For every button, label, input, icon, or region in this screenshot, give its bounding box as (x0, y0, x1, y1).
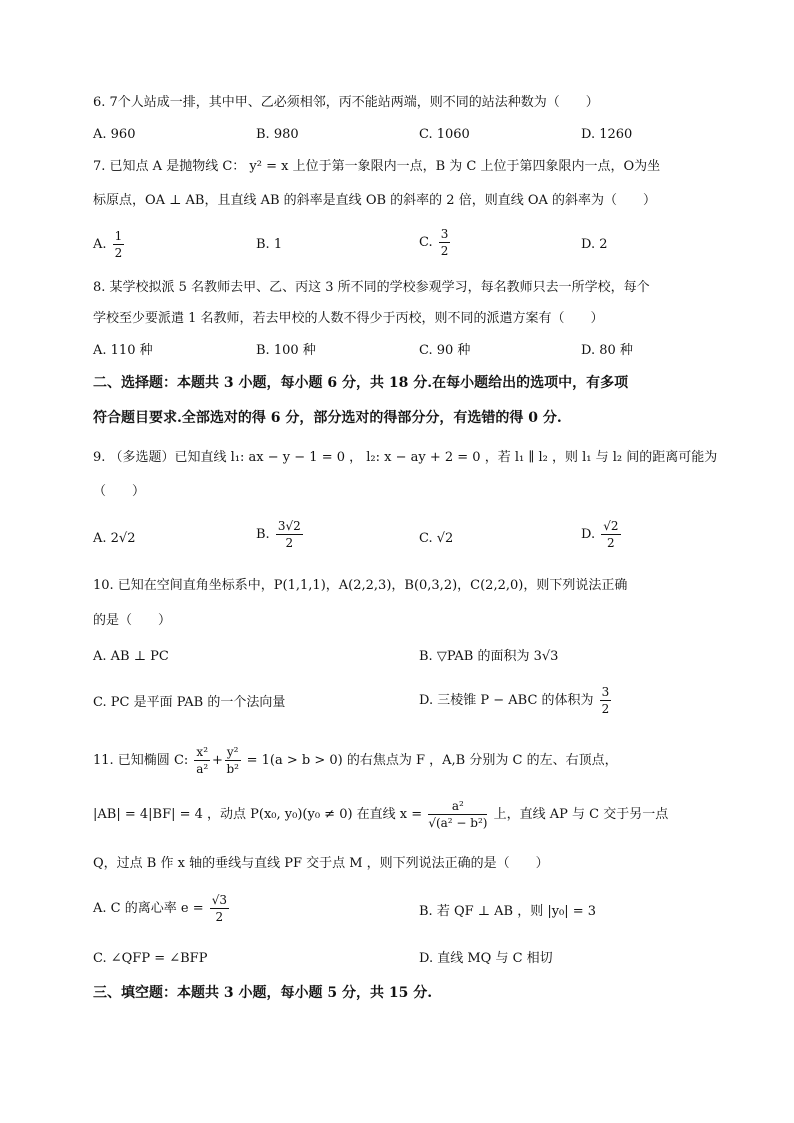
q8-stem-line1: 8. 某学校拟派 5 名教师去甲、乙、丙这 3 所不同的学校参观学习，每名教师只去一所学校，每个 (93, 280, 650, 295)
q8-option-b: B. 100 种 (256, 343, 316, 358)
q7-option-a-denominator: 2 (114, 246, 123, 260)
q11-y-numerator: y² (226, 745, 239, 759)
section-2-heading-line1: 二、选择题：本题共 3 小题，每小题 6 分，共 18 分.在每小题给出的选项中，有多项 (93, 375, 629, 391)
q7-option-d: D. 2 (581, 237, 608, 252)
q8-option-d: D. 80 种 (581, 343, 633, 358)
q6-option-a: A. 960 (93, 127, 136, 142)
q11-line-x-fraction (428, 798, 487, 831)
q10-option-d-denominator: 2 (601, 702, 610, 716)
q10-stem-line2: 的是（ ） (93, 613, 172, 628)
q10-option-d-text: D. 三棱锥 P − ABC 的体积为 (419, 693, 594, 708)
q6-option-d: D. 1260 (581, 127, 633, 142)
q9-option-b-fraction (276, 518, 303, 551)
q9-option-d-numerator: √2 (603, 519, 619, 533)
q11-stem-line3: Q，过点 B 作 x 轴的垂线与直线 PF 交于点 M ，则下列说法正确的是（ ） (93, 856, 549, 871)
q6-stem: 6. 7个人站成一排，其中甲、乙必须相邻，丙不能站两端，则不同的站法种数为（ ） (93, 95, 599, 110)
q7-option-c-fraction (439, 226, 451, 259)
q11-option-a (93, 892, 231, 925)
q11-option-b: B. 若 QF ⊥ AB ，则 |y₀| = 3 (419, 904, 597, 919)
q11-stem-line1: 11. 已知椭圆 C: $\frac{\text{x²}}{\text{a²}}$ + $\frac{\text{y²}}{\text{b²}}$ = 1(a > b > 0) 的右焦点为 F ，A,B 分别为 C 的左、右顶点， (93, 745, 618, 776)
q11-x-denominator: a² (196, 762, 209, 776)
q7-option-c (419, 226, 452, 259)
q8-option-c: C. 90 种 (419, 343, 471, 358)
q11-line2-suffix: 上，直线 AP 与 C 交于另一点 (493, 807, 669, 822)
q11-line1-prefix: 11. 已知椭圆 C: (93, 753, 189, 768)
q10-stem-line1: 10. 已知在空间直角坐标系中，P(1,1,1)，A(2,2,3)，B(0,3,2)，C(2,2,0)，则下列说法正确 (93, 578, 628, 593)
q11-line1-suffix: = 1(a > b > 0) 的右焦点为 F ，A,B 分别为 C 的左、右顶点， (246, 753, 618, 768)
q9-option-a: A. 2√2 (93, 531, 136, 546)
q11-option-a-numerator: √3 (211, 893, 228, 907)
q11-option-d: D. 直线 MQ 与 C 相切 (419, 951, 553, 966)
q9-option-d-fraction (601, 518, 620, 551)
q11-option-a-denominator: 2 (215, 910, 224, 924)
q9-option-b (256, 518, 305, 551)
q11-option-a-text: A. C 的离心率 e = (93, 901, 204, 916)
section-2-heading-line2: 符合题目要求.全部选对的得 6 分，部分选对的得部分分，有选错的得 0 分. (93, 410, 562, 426)
q7-option-b: B. 1 (256, 237, 283, 252)
q9-option-d-denominator: 2 (607, 536, 615, 550)
q11-x-fraction (194, 744, 210, 777)
q8-stem-line2: 学校至少要派遣 1 名教师，若去甲校的人数不得少于丙校，则不同的派遣方案有（ ） (93, 311, 604, 326)
q6-option-b: B. 980 (256, 127, 299, 142)
q10-option-c: C. PC 是平面 PAB 的一个法向量 (93, 695, 286, 710)
q11-option-c: C. ∠QFP = ∠BFP (93, 951, 208, 966)
q11-line-x-numerator: a² (428, 798, 487, 815)
q9-option-d-label: D. (581, 527, 596, 542)
q11-stem-line2 (93, 798, 668, 831)
q7-stem-line1: 7. 已知点 A 是抛物线 C： y² = x 上位于第一象限内一点，B 为 C 上位于第四象限内一点，O为坐 (93, 159, 661, 174)
q7-option-c-numerator: 3 (440, 227, 449, 241)
section-3-heading: 三、填空题：本题共 3 小题，每小题 5 分，共 15 分. (93, 985, 433, 1001)
q11-line-x-denominator: √(a² − b²) (428, 816, 488, 830)
q7-option-a (93, 228, 126, 261)
q8-option-a: A. 110 种 (93, 343, 153, 358)
q11-y-fraction (225, 744, 241, 777)
q9-option-b-denominator: 2 (285, 536, 294, 550)
q9-option-c: C. √2 (419, 531, 454, 546)
q11-x-numerator: x² (196, 745, 208, 759)
q7-option-a-numerator: 1 (114, 229, 123, 243)
q10-option-b: B. ▽PAB 的面积为 3√3 (419, 649, 559, 664)
q10-option-d-fraction (600, 684, 612, 717)
q9-option-b-numerator: 3√2 (277, 519, 301, 533)
q7-option-a-label: A. (93, 237, 107, 252)
q6-option-c: C. 1060 (419, 127, 470, 142)
q11-option-a-fraction (210, 892, 229, 925)
q9-option-d (581, 518, 623, 551)
q9-stem-line2: （ ） (93, 484, 146, 499)
q7-option-c-label: C. (419, 235, 433, 250)
q7-option-c-denominator: 2 (440, 244, 449, 258)
q10-option-d (419, 684, 613, 717)
q7-stem-line2: 标原点，OA ⊥ AB，且直线 AB 的斜率是直线 OB 的斜率的 2 倍，则直线 OA 的斜率为（ ） (93, 193, 657, 208)
q10-option-a: A. AB ⊥ PC (93, 649, 169, 664)
q7-option-a-fraction (113, 228, 125, 261)
q9-stem-line1: 9. （多选题）已知直线 l₁: ax − y − 1 = 0 ， l₂: x − ay + 2 = 0 ，若 l₁ ∥ l₂ ，则 l₁ 与 l₂ 间的距离可能为 (93, 450, 718, 465)
q9-option-b-label: B. (256, 527, 270, 542)
q11-line2-prefix: |AB| = 4|BF| = 4 ，动点 P(x₀, y₀)(y₀ ≠ 0) 在直线 x = (93, 807, 423, 822)
q11-y-denominator: b² (226, 762, 239, 776)
q10-option-d-numerator: 3 (601, 685, 610, 699)
